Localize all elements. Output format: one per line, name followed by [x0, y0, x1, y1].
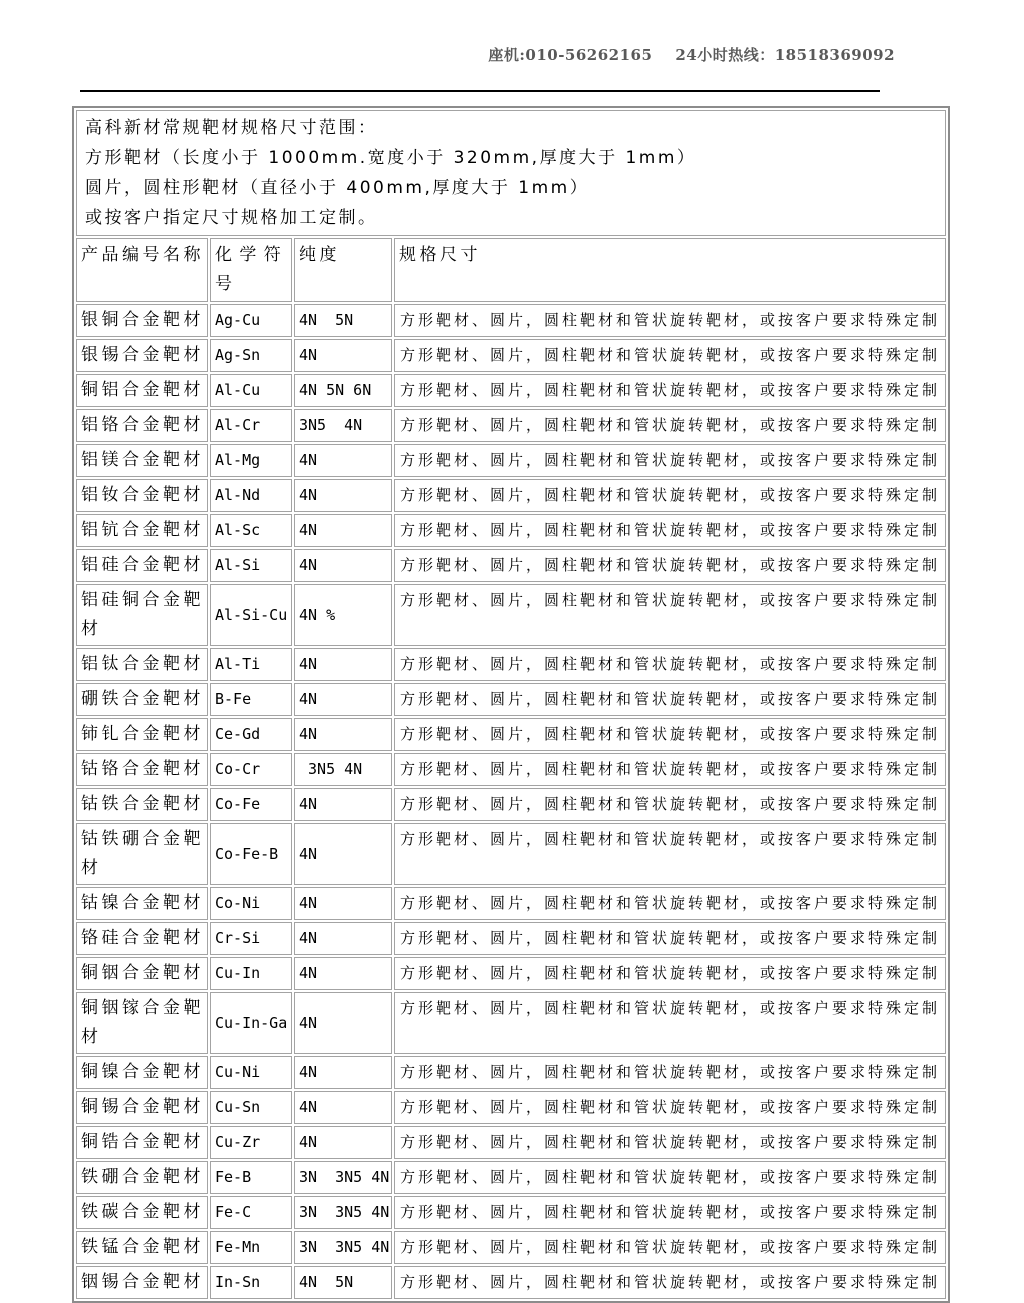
product-name-cell: 铜锆合金靶材	[76, 1126, 208, 1159]
spec-size-cell: 方形靶材、圆片，圆柱靶材和管状旋转靶材，或按客户要求特殊定制	[394, 1126, 946, 1159]
purity-cell: 4N	[294, 718, 392, 751]
product-name-cell: 铜铝合金靶材	[76, 374, 208, 407]
chemical-symbol-cell: Al-Nd	[210, 479, 292, 512]
chemical-symbol-cell: Cu-Ni	[210, 1056, 292, 1089]
column-header-purity: 纯度	[294, 238, 392, 302]
intro-line-2: 方形靶材（长度小于 1000mm.宽度小于 320mm,厚度大于 1mm）	[85, 148, 697, 168]
column-header-product-name: 产品编号名称	[76, 238, 208, 302]
table-row	[76, 514, 946, 547]
table-row	[76, 992, 946, 1054]
purity-cell: 3N5 4N	[294, 753, 392, 786]
purity-cell: 4N	[294, 444, 392, 477]
purity-cell: 4N	[294, 683, 392, 716]
chemical-symbol-cell: In-Sn	[210, 1266, 292, 1299]
product-name-cell: 铝镁合金靶材	[76, 444, 208, 477]
spec-size-cell: 方形靶材、圆片，圆柱靶材和管状旋转靶材，或按客户要求特殊定制	[394, 339, 946, 372]
spec-size-cell: 方形靶材、圆片，圆柱靶材和管状旋转靶材，或按客户要求特殊定制	[394, 718, 946, 751]
chemical-symbol-cell: Fe-C	[210, 1196, 292, 1229]
page	[0, 26, 1024, 1303]
product-name-cell: 钴铁硼合金靶材	[76, 823, 208, 885]
chemical-symbol-cell: Al-Sc	[210, 514, 292, 547]
table-row	[76, 823, 946, 885]
chemical-symbol-cell: Ag-Cu	[210, 304, 292, 337]
chemical-symbol-cell: Co-Fe	[210, 788, 292, 821]
product-name-cell: 钴铁合金靶材	[76, 788, 208, 821]
product-name-cell: 硼铁合金靶材	[76, 683, 208, 716]
chemical-symbol-cell: Ag-Sn	[210, 339, 292, 372]
product-name-cell: 银锡合金靶材	[76, 339, 208, 372]
spec-size-cell: 方形靶材、圆片，圆柱靶材和管状旋转靶材，或按客户要求特殊定制	[394, 788, 946, 821]
spec-size-cell: 方形靶材、圆片，圆柱靶材和管状旋转靶材，或按客户要求特殊定制	[394, 957, 946, 990]
chemical-symbol-cell: B-Fe	[210, 683, 292, 716]
purity-cell: 4N	[294, 788, 392, 821]
purity-cell: 4N	[294, 922, 392, 955]
purity-cell: 4N	[294, 339, 392, 372]
purity-cell: 3N5 4N	[294, 409, 392, 442]
product-name-cell: 铈钆合金靶材	[76, 718, 208, 751]
spec-size-cell: 方形靶材、圆片，圆柱靶材和管状旋转靶材，或按客户要求特殊定制	[394, 1231, 946, 1264]
intro-line-4: 或按客户指定尺寸规格加工定制。	[85, 208, 378, 228]
spec-size-cell: 方形靶材、圆片，圆柱靶材和管状旋转靶材，或按客户要求特殊定制	[394, 304, 946, 337]
purity-cell: 4N 5N 6N	[294, 374, 392, 407]
product-name-cell: 铜铟镓合金靶材	[76, 992, 208, 1054]
table-row	[76, 304, 946, 337]
table-row	[76, 1266, 946, 1299]
product-name-cell: 铬硅合金靶材	[76, 922, 208, 955]
purity-cell: 3N 3N5 4N	[294, 1196, 392, 1229]
purity-cell: 4N	[294, 1056, 392, 1089]
spec-size-cell: 方形靶材、圆片，圆柱靶材和管状旋转靶材，或按客户要求特殊定制	[394, 374, 946, 407]
table-row	[76, 444, 946, 477]
spec-size-cell: 方形靶材、圆片，圆柱靶材和管状旋转靶材，或按客户要求特殊定制	[394, 1196, 946, 1229]
table-row	[76, 1126, 946, 1159]
product-name-cell: 铟锡合金靶材	[76, 1266, 208, 1299]
product-name-cell: 铝钪合金靶材	[76, 514, 208, 547]
chemical-symbol-cell: Cu-In	[210, 957, 292, 990]
purity-cell: 4N	[294, 957, 392, 990]
spec-size-cell: 方形靶材、圆片，圆柱靶材和管状旋转靶材，或按客户要求特殊定制	[394, 1161, 946, 1194]
chemical-symbol-cell: Cu-Zr	[210, 1126, 292, 1159]
chemical-symbol-cell: Ce-Gd	[210, 718, 292, 751]
product-name-cell: 铝硅合金靶材	[76, 549, 208, 582]
table-row	[76, 1161, 946, 1194]
spec-size-cell: 方形靶材、圆片，圆柱靶材和管状旋转靶材，或按客户要求特殊定制	[394, 648, 946, 681]
chemical-symbol-cell: Co-Cr	[210, 753, 292, 786]
purity-cell: 4N	[294, 514, 392, 547]
table-row	[76, 957, 946, 990]
chemical-symbol-cell: Co-Fe-B	[210, 823, 292, 885]
table-row	[76, 374, 946, 407]
spec-size-cell: 方形靶材、圆片，圆柱靶材和管状旋转靶材，或按客户要求特殊定制	[394, 992, 946, 1054]
spec-size-cell: 方形靶材、圆片，圆柱靶材和管状旋转靶材，或按客户要求特殊定制	[394, 753, 946, 786]
purity-cell: 4N	[294, 887, 392, 920]
topbar	[80, 26, 895, 83]
spec-size-cell: 方形靶材、圆片，圆柱靶材和管状旋转靶材，或按客户要求特殊定制	[394, 887, 946, 920]
chemical-symbol-cell: Cr-Si	[210, 922, 292, 955]
chemical-symbol-cell: Cu-Sn	[210, 1091, 292, 1124]
spec-size-cell: 方形靶材、圆片，圆柱靶材和管状旋转靶材，或按客户要求特殊定制	[394, 514, 946, 547]
purity-cell: 4N	[294, 648, 392, 681]
table-row	[76, 339, 946, 372]
chemical-symbol-cell: Al-Mg	[210, 444, 292, 477]
spec-size-cell: 方形靶材、圆片，圆柱靶材和管状旋转靶材，或按客户要求特殊定制	[394, 683, 946, 716]
chemical-symbol-cell: Fe-B	[210, 1161, 292, 1194]
table-row	[76, 753, 946, 786]
table-header-row	[76, 238, 946, 302]
table-row	[76, 887, 946, 920]
table-row	[76, 1196, 946, 1229]
purity-cell: 4N	[294, 1126, 392, 1159]
table-row	[76, 409, 946, 442]
chemical-symbol-cell: Al-Cu	[210, 374, 292, 407]
spec-size-cell: 方形靶材、圆片，圆柱靶材和管状旋转靶材，或按客户要求特殊定制	[394, 409, 946, 442]
column-header-spec-size: 规格尺寸	[394, 238, 946, 302]
spec-size-cell: 方形靶材、圆片，圆柱靶材和管状旋转靶材，或按客户要求特殊定制	[394, 479, 946, 512]
table-row	[76, 788, 946, 821]
product-name-cell: 铝钛合金靶材	[76, 648, 208, 681]
purity-cell: 4N	[294, 479, 392, 512]
product-name-cell: 铝钕合金靶材	[76, 479, 208, 512]
spec-size-cell: 方形靶材、圆片，圆柱靶材和管状旋转靶材，或按客户要求特殊定制	[394, 444, 946, 477]
chemical-symbol-cell: Cu-In-Ga	[210, 992, 292, 1054]
spec-size-cell: 方形靶材、圆片，圆柱靶材和管状旋转靶材，或按客户要求特殊定制	[394, 823, 946, 885]
product-name-cell: 铜镍合金靶材	[76, 1056, 208, 1089]
table-row	[76, 1091, 946, 1124]
table-row	[76, 549, 946, 582]
chemical-symbol-cell: Al-Ti	[210, 648, 292, 681]
purity-cell: 3N 3N5 4N	[294, 1231, 392, 1264]
spec-size-cell: 方形靶材、圆片，圆柱靶材和管状旋转靶材，或按客户要求特殊定制	[394, 584, 946, 646]
table-row	[76, 479, 946, 512]
chemical-symbol-cell: Co-Ni	[210, 887, 292, 920]
product-name-cell: 铁锰合金靶材	[76, 1231, 208, 1264]
chemical-symbol-cell: Fe-Mn	[210, 1231, 292, 1264]
product-name-cell: 铁硼合金靶材	[76, 1161, 208, 1194]
product-name-cell: 铝铬合金靶材	[76, 409, 208, 442]
spec-size-cell: 方形靶材、圆片，圆柱靶材和管状旋转靶材，或按客户要求特殊定制	[394, 1266, 946, 1299]
chemical-symbol-cell: Al-Si	[210, 549, 292, 582]
spec-size-cell: 方形靶材、圆片，圆柱靶材和管状旋转靶材，或按客户要求特殊定制	[394, 549, 946, 582]
spec-size-cell: 方形靶材、圆片，圆柱靶材和管状旋转靶材，或按客户要求特殊定制	[394, 1091, 946, 1124]
intro-line-1: 高科新材常规靶材规格尺寸范围：	[85, 118, 378, 138]
table-row	[76, 584, 946, 646]
product-name-cell: 钴镍合金靶材	[76, 887, 208, 920]
product-name-cell: 铜锡合金靶材	[76, 1091, 208, 1124]
table-row	[76, 718, 946, 751]
purity-cell: 4N 5N	[294, 304, 392, 337]
purity-cell: 4N %	[294, 584, 392, 646]
purity-cell: 3N 3N5 4N	[294, 1161, 392, 1194]
product-name-cell: 银铜合金靶材	[76, 304, 208, 337]
chemical-symbol-cell: Al-Cr	[210, 409, 292, 442]
table-row	[76, 1056, 946, 1089]
table-row	[76, 648, 946, 681]
purity-cell: 4N 5N	[294, 1266, 392, 1299]
purity-cell: 4N	[294, 1091, 392, 1124]
purity-cell: 4N	[294, 823, 392, 885]
intro-line-3: 圆片，圆柱形靶材（直径小于 400mm,厚度大于 1mm）	[85, 178, 590, 198]
spec-size-cell: 方形靶材、圆片，圆柱靶材和管状旋转靶材，或按客户要求特殊定制	[394, 1056, 946, 1089]
purity-cell: 4N	[294, 549, 392, 582]
product-name-cell: 钴铬合金靶材	[76, 753, 208, 786]
purity-cell: 4N	[294, 992, 392, 1054]
product-name-cell: 铜铟合金靶材	[76, 957, 208, 990]
table-row	[76, 922, 946, 955]
table-body	[76, 110, 946, 1299]
intro-row	[76, 110, 946, 236]
target-spec-table	[72, 106, 950, 1303]
product-name-cell: 铝硅铜合金靶材	[76, 584, 208, 646]
header-rule	[80, 90, 880, 92]
column-header-chemical-symbol: 化 学 符号	[210, 238, 292, 302]
table-row	[76, 1231, 946, 1264]
phone-line: 座机:010-56262165 24小时热线：18518369092	[488, 46, 895, 64]
spec-size-cell: 方形靶材、圆片，圆柱靶材和管状旋转靶材，或按客户要求特殊定制	[394, 922, 946, 955]
product-name-cell: 铁碳合金靶材	[76, 1196, 208, 1229]
intro-cell	[76, 110, 946, 236]
table-row	[76, 683, 946, 716]
chemical-symbol-cell: Al-Si-Cu	[210, 584, 292, 646]
